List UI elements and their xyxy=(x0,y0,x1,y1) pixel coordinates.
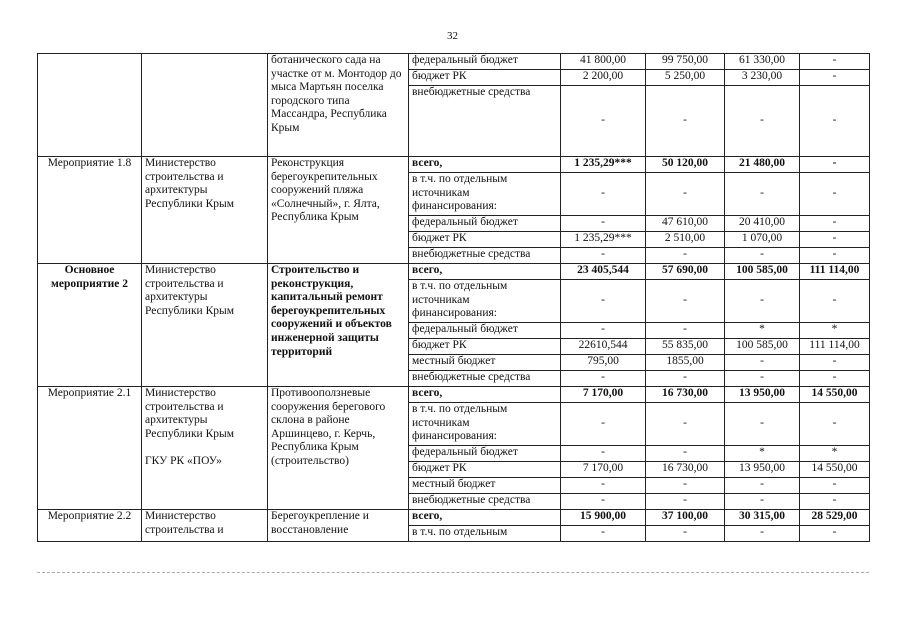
amount-cell: - xyxy=(800,86,870,157)
amount-cell: 1 235,29*** xyxy=(561,232,646,248)
amount-cell: 22610,544 xyxy=(561,339,646,355)
amount-cell: 99 750,00 xyxy=(646,54,725,70)
amount-cell: 2 510,00 xyxy=(646,232,725,248)
amount-cell: 47 610,00 xyxy=(646,216,725,232)
funding-source-cell: внебюджетные средства xyxy=(409,494,561,510)
amount-cell: - xyxy=(725,371,800,387)
executor-cell: Министерство строительства и архитектуры Республики Крым xyxy=(142,264,268,387)
funding-source-cell: федеральный бюджет xyxy=(409,446,561,462)
amount-cell: - xyxy=(561,323,646,339)
amount-cell: - xyxy=(646,323,725,339)
executor-cell: Министерство строительства и архитектуры Республики Крым xyxy=(142,157,268,264)
amount-cell: - xyxy=(561,248,646,264)
amount-cell: 13 950,00 xyxy=(725,462,800,478)
amount-cell: - xyxy=(800,355,870,371)
amount-cell: 7 170,00 xyxy=(561,387,646,403)
object-cell: ботанического сада на участке от м. Монтодор до мыса Мартьян поселка городского типа Массандра, Республика Крым xyxy=(268,54,409,157)
amount-cell: 1 070,00 xyxy=(725,232,800,248)
amount-cell: 57 690,00 xyxy=(646,264,725,280)
amount-cell: 795,00 xyxy=(561,355,646,371)
page-bottom-rule xyxy=(37,572,869,573)
amount-cell: - xyxy=(646,478,725,494)
amount-cell: - xyxy=(725,173,800,216)
amount-cell: 7 170,00 xyxy=(561,462,646,478)
amount-cell: * xyxy=(725,323,800,339)
amount-cell: - xyxy=(646,494,725,510)
object-cell: Берегоукрепление и восстановление xyxy=(268,510,409,542)
amount-cell: - xyxy=(800,173,870,216)
table-row xyxy=(38,54,870,70)
amount-cell: - xyxy=(725,526,800,542)
amount-cell: - xyxy=(725,478,800,494)
executor-cell xyxy=(142,54,268,157)
amount-cell: 16 730,00 xyxy=(646,387,725,403)
amount-cell: - xyxy=(646,280,725,323)
funding-source-cell: бюджет РК xyxy=(409,462,561,478)
measure-cell xyxy=(38,54,142,157)
page-number: 32 xyxy=(447,30,458,42)
amount-cell: - xyxy=(800,526,870,542)
amount-cell: - xyxy=(646,446,725,462)
amount-cell: - xyxy=(646,403,725,446)
amount-cell: 3 230,00 xyxy=(725,70,800,86)
funding-source-cell: местный бюджет xyxy=(409,478,561,494)
amount-cell: - xyxy=(561,478,646,494)
amount-cell: - xyxy=(561,403,646,446)
amount-cell: 100 585,00 xyxy=(725,264,800,280)
amount-cell: 111 114,00 xyxy=(800,339,870,355)
amount-cell: - xyxy=(561,526,646,542)
amount-cell: 111 114,00 xyxy=(800,264,870,280)
amount-cell: - xyxy=(800,478,870,494)
funding-source-cell: внебюджетные средства xyxy=(409,86,561,157)
table-row xyxy=(38,157,870,173)
amount-cell: 21 480,00 xyxy=(725,157,800,173)
amount-cell: * xyxy=(800,323,870,339)
amount-cell: - xyxy=(800,371,870,387)
funding-source-cell: в т.ч. по отдельным xyxy=(409,526,561,542)
amount-cell: - xyxy=(800,232,870,248)
amount-cell: - xyxy=(725,280,800,323)
amount-cell: 30 315,00 xyxy=(725,510,800,526)
funding-source-cell: в т.ч. по отдельным источникам финансирования: xyxy=(409,280,561,323)
funding-source-cell: бюджет РК xyxy=(409,70,561,86)
amount-cell: - xyxy=(725,355,800,371)
object-cell: Реконструкция берегоукрепительных сооружений пляжа «Солнечный», г. Ялта, Республика Крым xyxy=(268,157,409,264)
amount-cell: - xyxy=(561,280,646,323)
amount-cell: - xyxy=(800,54,870,70)
amount-cell: - xyxy=(800,70,870,86)
amount-cell: - xyxy=(725,403,800,446)
amount-cell: 15 900,00 xyxy=(561,510,646,526)
amount-cell: - xyxy=(800,494,870,510)
amount-cell: - xyxy=(561,494,646,510)
amount-cell: 1 235,29*** xyxy=(561,157,646,173)
funding-source-cell: бюджет РК xyxy=(409,339,561,355)
amount-cell: * xyxy=(725,446,800,462)
measure-cell: Мероприятие 2.2 xyxy=(38,510,142,542)
funding-source-cell: всего, xyxy=(409,157,561,173)
amount-cell: - xyxy=(646,526,725,542)
amount-cell: - xyxy=(561,86,646,157)
measure-cell: Мероприятие 1.8 xyxy=(38,157,142,264)
amount-cell: - xyxy=(561,371,646,387)
amount-cell: - xyxy=(646,86,725,157)
amount-cell: 100 585,00 xyxy=(725,339,800,355)
amount-cell: - xyxy=(646,173,725,216)
amount-cell: 13 950,00 xyxy=(725,387,800,403)
amount-cell: - xyxy=(800,216,870,232)
amount-cell: 20 410,00 xyxy=(725,216,800,232)
amount-cell: 50 120,00 xyxy=(646,157,725,173)
funding-source-cell: федеральный бюджет xyxy=(409,216,561,232)
amount-cell: 1855,00 xyxy=(646,355,725,371)
funding-source-cell: бюджет РК xyxy=(409,232,561,248)
amount-cell: - xyxy=(725,86,800,157)
table-row xyxy=(38,510,870,526)
amount-cell: 61 330,00 xyxy=(725,54,800,70)
object-cell: Строительство и реконструкция, капитальный ремонт берегоукрепительных сооружений и объектов инженерной защиты территорий xyxy=(268,264,409,387)
amount-cell: 37 100,00 xyxy=(646,510,725,526)
amount-cell: - xyxy=(800,157,870,173)
funding-source-cell: внебюджетные средства xyxy=(409,371,561,387)
amount-cell: 14 550,00 xyxy=(800,462,870,478)
executor-cell: Министерство строительства и архитектуры Республики Крым ГКУ РК «ПОУ» xyxy=(142,387,268,510)
amount-cell: - xyxy=(646,371,725,387)
amount-cell: 14 550,00 xyxy=(800,387,870,403)
amount-cell: - xyxy=(725,494,800,510)
amount-cell: 55 835,00 xyxy=(646,339,725,355)
amount-cell: - xyxy=(561,216,646,232)
amount-cell: - xyxy=(725,248,800,264)
amount-cell: 2 200,00 xyxy=(561,70,646,86)
object-cell: Противооползневые сооружения берегового склона в районе Аршинцево, г. Керчь, Республика Крым (строительство) xyxy=(268,387,409,510)
amount-cell: - xyxy=(800,403,870,446)
amount-cell: - xyxy=(646,248,725,264)
measure-cell: Основное мероприятие 2 xyxy=(38,264,142,387)
amount-cell: 41 800,00 xyxy=(561,54,646,70)
executor-cell: Министерство строительства и xyxy=(142,510,268,542)
table-row xyxy=(38,387,870,403)
amount-cell: 16 730,00 xyxy=(646,462,725,478)
amount-cell: - xyxy=(800,248,870,264)
funding-source-cell: местный бюджет xyxy=(409,355,561,371)
amount-cell: 23 405,544 xyxy=(561,264,646,280)
amount-cell: - xyxy=(561,446,646,462)
measure-cell: Мероприятие 2.1 xyxy=(38,387,142,510)
amount-cell: - xyxy=(561,173,646,216)
table-row xyxy=(38,264,870,280)
amount-cell: * xyxy=(800,446,870,462)
amount-cell: 5 250,00 xyxy=(646,70,725,86)
funding-source-cell: федеральный бюджет xyxy=(409,323,561,339)
funding-source-cell: всего, xyxy=(409,510,561,526)
amount-cell: - xyxy=(800,280,870,323)
funding-table xyxy=(37,53,870,542)
funding-source-cell: всего, xyxy=(409,264,561,280)
funding-source-cell: внебюджетные средства xyxy=(409,248,561,264)
funding-source-cell: всего, xyxy=(409,387,561,403)
funding-source-cell: федеральный бюджет xyxy=(409,54,561,70)
funding-source-cell: в т.ч. по отдельным источникам финансирования: xyxy=(409,173,561,216)
amount-cell: 28 529,00 xyxy=(800,510,870,526)
funding-source-cell: в т.ч. по отдельным источникам финансирования: xyxy=(409,403,561,446)
